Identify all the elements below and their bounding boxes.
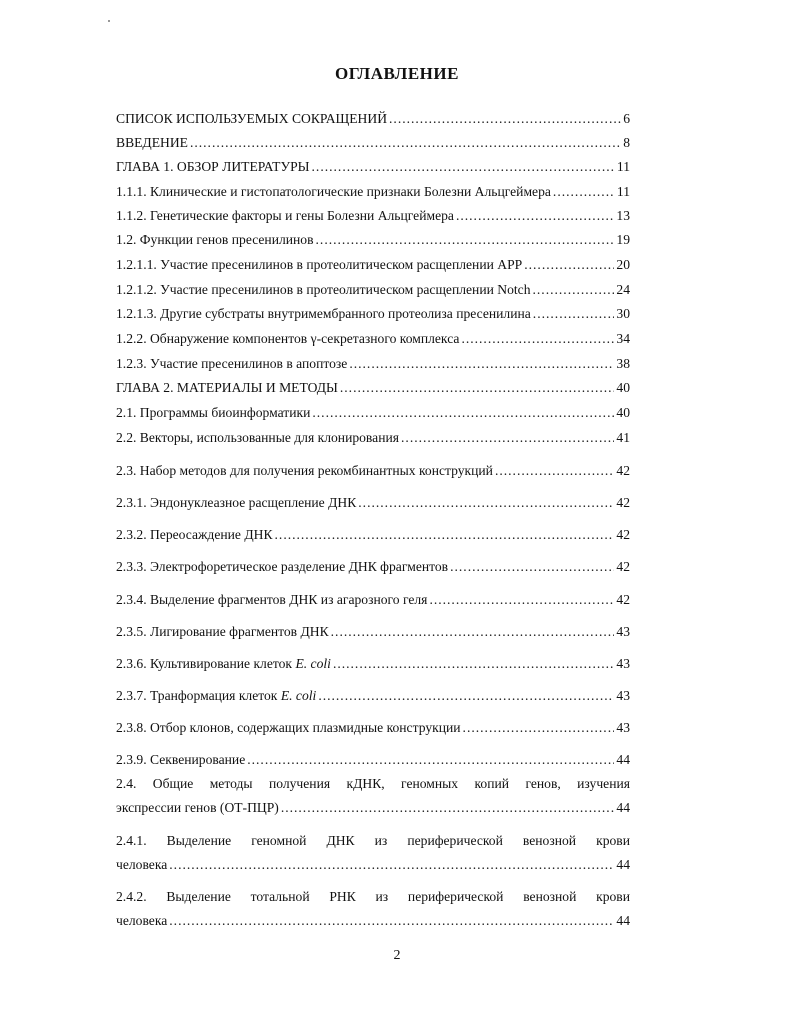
toc-entry-page: 40 — [616, 405, 630, 420]
leader-dots — [456, 207, 614, 225]
toc-entry-page: 30 — [616, 306, 630, 321]
page-title: ОГЛАВЛЕНИЕ — [335, 64, 459, 83]
leader-dots — [401, 429, 614, 447]
toc-entry — [116, 687, 630, 705]
toc-entry — [116, 379, 630, 397]
toc-entry — [116, 751, 630, 769]
leader-dots — [331, 623, 615, 641]
leader-dots — [533, 305, 615, 323]
toc-entry — [116, 462, 630, 480]
toc-entry-title: 1.1.2. Генетические факторы и гены Болезни Альцгеймера — [116, 208, 454, 223]
toc-entry — [116, 158, 630, 176]
toc-entry-line — [116, 775, 630, 793]
toc-entry — [116, 281, 630, 299]
toc-entry — [116, 719, 630, 737]
toc-entry-title: ГЛАВА 1. ОБЗОР ЛИТЕРАТУРЫ — [116, 159, 310, 174]
leader-dots — [318, 687, 614, 705]
toc-entry-line — [116, 832, 630, 850]
toc-entry-page: 11 — [616, 159, 630, 174]
toc-entry-title: 1.2.1.1. Участие пресенилинов в протеолитическом расщеплении APP — [116, 257, 523, 272]
toc-entry-title: человека — [116, 913, 168, 928]
toc-entry-page: 43 — [616, 688, 630, 703]
toc-entry-title: 2.3. Набор методов для получения рекомбинантных конструкций — [116, 463, 493, 478]
toc-entry-title: ГЛАВА 2. МАТЕРИАЛЫ И МЕТОДЫ — [116, 380, 338, 395]
scan-speck — [108, 20, 110, 22]
leader-dots — [429, 591, 614, 609]
toc-entry-page: 44 — [616, 800, 630, 815]
leader-dots — [169, 856, 614, 874]
toc-entry — [116, 330, 630, 348]
toc-entry-page: 44 — [616, 913, 630, 928]
leader-dots — [524, 256, 614, 274]
toc-entry-page: 44 — [616, 752, 630, 767]
toc-entry — [116, 305, 630, 323]
toc-entry-title: человека — [116, 857, 168, 872]
toc-entry — [116, 355, 630, 373]
toc-entry-page: 13 — [616, 208, 630, 223]
toc-entry-title: 2.3.6. Культивирование клеток E. coli — [116, 656, 331, 671]
toc-entry-page: 42 — [616, 559, 630, 574]
toc-entry-page: 43 — [616, 624, 630, 639]
toc-entry-title: 2.2. Векторы, использованные для клонирования — [116, 430, 400, 445]
toc-entry-page: 42 — [616, 527, 630, 542]
leader-dots — [312, 158, 615, 176]
toc-entry-title: 2.3.4. Выделение фрагментов ДНК из агарозного геля — [116, 592, 428, 607]
leader-dots — [463, 719, 615, 737]
toc-entry-title: 2.4.2. Выделение тотальной РНК из периферической венозной крови — [116, 889, 630, 904]
leader-dots — [389, 110, 621, 128]
toc-entry-page: 42 — [616, 592, 630, 607]
toc-entry-title: 2.3.8. Отбор клонов, содержащих плазмидные конструкции — [116, 720, 461, 735]
toc-entry — [116, 526, 630, 544]
toc-entry-title: 2.3.1. Эндонуклеазное расщепление ДНК — [116, 495, 357, 510]
page-number: 2 — [393, 948, 401, 963]
toc-entry-title: экспрессии генов (ОТ-ПЦР) — [116, 800, 279, 815]
toc-entry-page: 11 — [616, 184, 630, 199]
toc-entry — [116, 256, 630, 274]
toc-entry-page: 42 — [616, 495, 630, 510]
toc-entry — [116, 207, 630, 225]
leader-dots — [312, 404, 614, 422]
toc-entry-title: 2.3.9. Секвенирование — [116, 752, 246, 767]
toc-entry-page: 40 — [616, 380, 630, 395]
leader-dots — [340, 379, 615, 397]
toc-entry — [116, 623, 630, 641]
toc-entry-page: 24 — [616, 282, 630, 297]
toc-entry-page: 44 — [616, 857, 630, 872]
toc-entry-page: 43 — [616, 656, 630, 671]
toc-entry — [116, 183, 630, 201]
leader-dots — [349, 355, 614, 373]
leader-dots — [461, 330, 614, 348]
toc-entry-title: 1.2.2. Обнаружение компонентов γ-секретазного комплекса — [116, 331, 460, 346]
leader-dots — [533, 281, 615, 299]
leader-dots — [450, 558, 614, 576]
toc-entry-title: 2.3.3. Электрофоретическое разделение ДНК фрагментов — [116, 559, 449, 574]
leader-dots — [190, 134, 621, 152]
toc-entry-title: 2.1. Программы биоинформатики — [116, 405, 311, 420]
toc-entry-title: 2.3.5. Лигирование фрагментов ДНК — [116, 624, 329, 639]
toc-entry — [116, 134, 630, 152]
toc-entry — [116, 110, 630, 128]
toc-entry — [116, 799, 630, 817]
leader-dots — [247, 751, 614, 769]
toc-entry-page: 6 — [623, 111, 630, 126]
leader-dots — [275, 526, 615, 544]
leader-dots — [169, 912, 614, 930]
toc-entry-title: 1.2.1.3. Другие субстраты внутримембранного протеолиза пресенилина — [116, 306, 531, 321]
toc-entry — [116, 856, 630, 874]
toc-entry-title: 2.3.7. Транформация клеток E. coli — [116, 688, 317, 703]
toc-entry-page: 8 — [623, 135, 630, 150]
toc-entry-title: 2.4. Общие методы получения кДНК, геномных копий генов, изучения — [116, 776, 630, 791]
toc-entry — [116, 558, 630, 576]
toc-entry — [116, 404, 630, 422]
toc-entry-title: 1.2.3. Участие пресенилинов в апоптозе — [116, 356, 348, 371]
toc-entry-page: 20 — [616, 257, 630, 272]
leader-dots — [281, 799, 615, 817]
toc-entry-page: 19 — [616, 232, 630, 247]
toc-entry-line — [116, 888, 630, 906]
toc-entry — [116, 231, 630, 249]
leader-dots — [495, 462, 614, 480]
toc-entry-title: 1.2.1.2. Участие пресенилинов в протеолитическом расщеплении Notch — [116, 282, 531, 297]
toc-entry — [116, 912, 630, 930]
toc-entry-title: 1.2. Функции генов пресенилинов — [116, 232, 314, 247]
toc-entry-page: 41 — [616, 430, 630, 445]
leader-dots — [333, 655, 614, 673]
toc-entry-title: 2.4.1. Выделение геномной ДНК из периферической венозной крови — [116, 833, 630, 848]
leader-dots — [358, 494, 614, 512]
toc-entry — [116, 591, 630, 609]
toc-entry-page: 34 — [616, 331, 630, 346]
toc-entry-page: 43 — [616, 720, 630, 735]
toc-entry-title: 1.1.1. Клинические и гистопатологические признаки Болезни Альцгеймера — [116, 184, 551, 199]
toc-entry-title: 2.3.2. Переосаждение ДНК — [116, 527, 273, 542]
leader-dots — [316, 231, 615, 249]
toc-entry-page: 38 — [616, 356, 630, 371]
toc-entry — [116, 494, 630, 512]
toc-entry-page: 42 — [616, 463, 630, 478]
toc-entry — [116, 429, 630, 447]
toc-entry-title: ВВЕДЕНИЕ — [116, 135, 188, 150]
toc-entry-title: СПИСОК ИСПОЛЬЗУЕМЫХ СОКРАЩЕНИЙ — [116, 111, 388, 126]
leader-dots — [553, 183, 615, 201]
toc-entry — [116, 655, 630, 673]
